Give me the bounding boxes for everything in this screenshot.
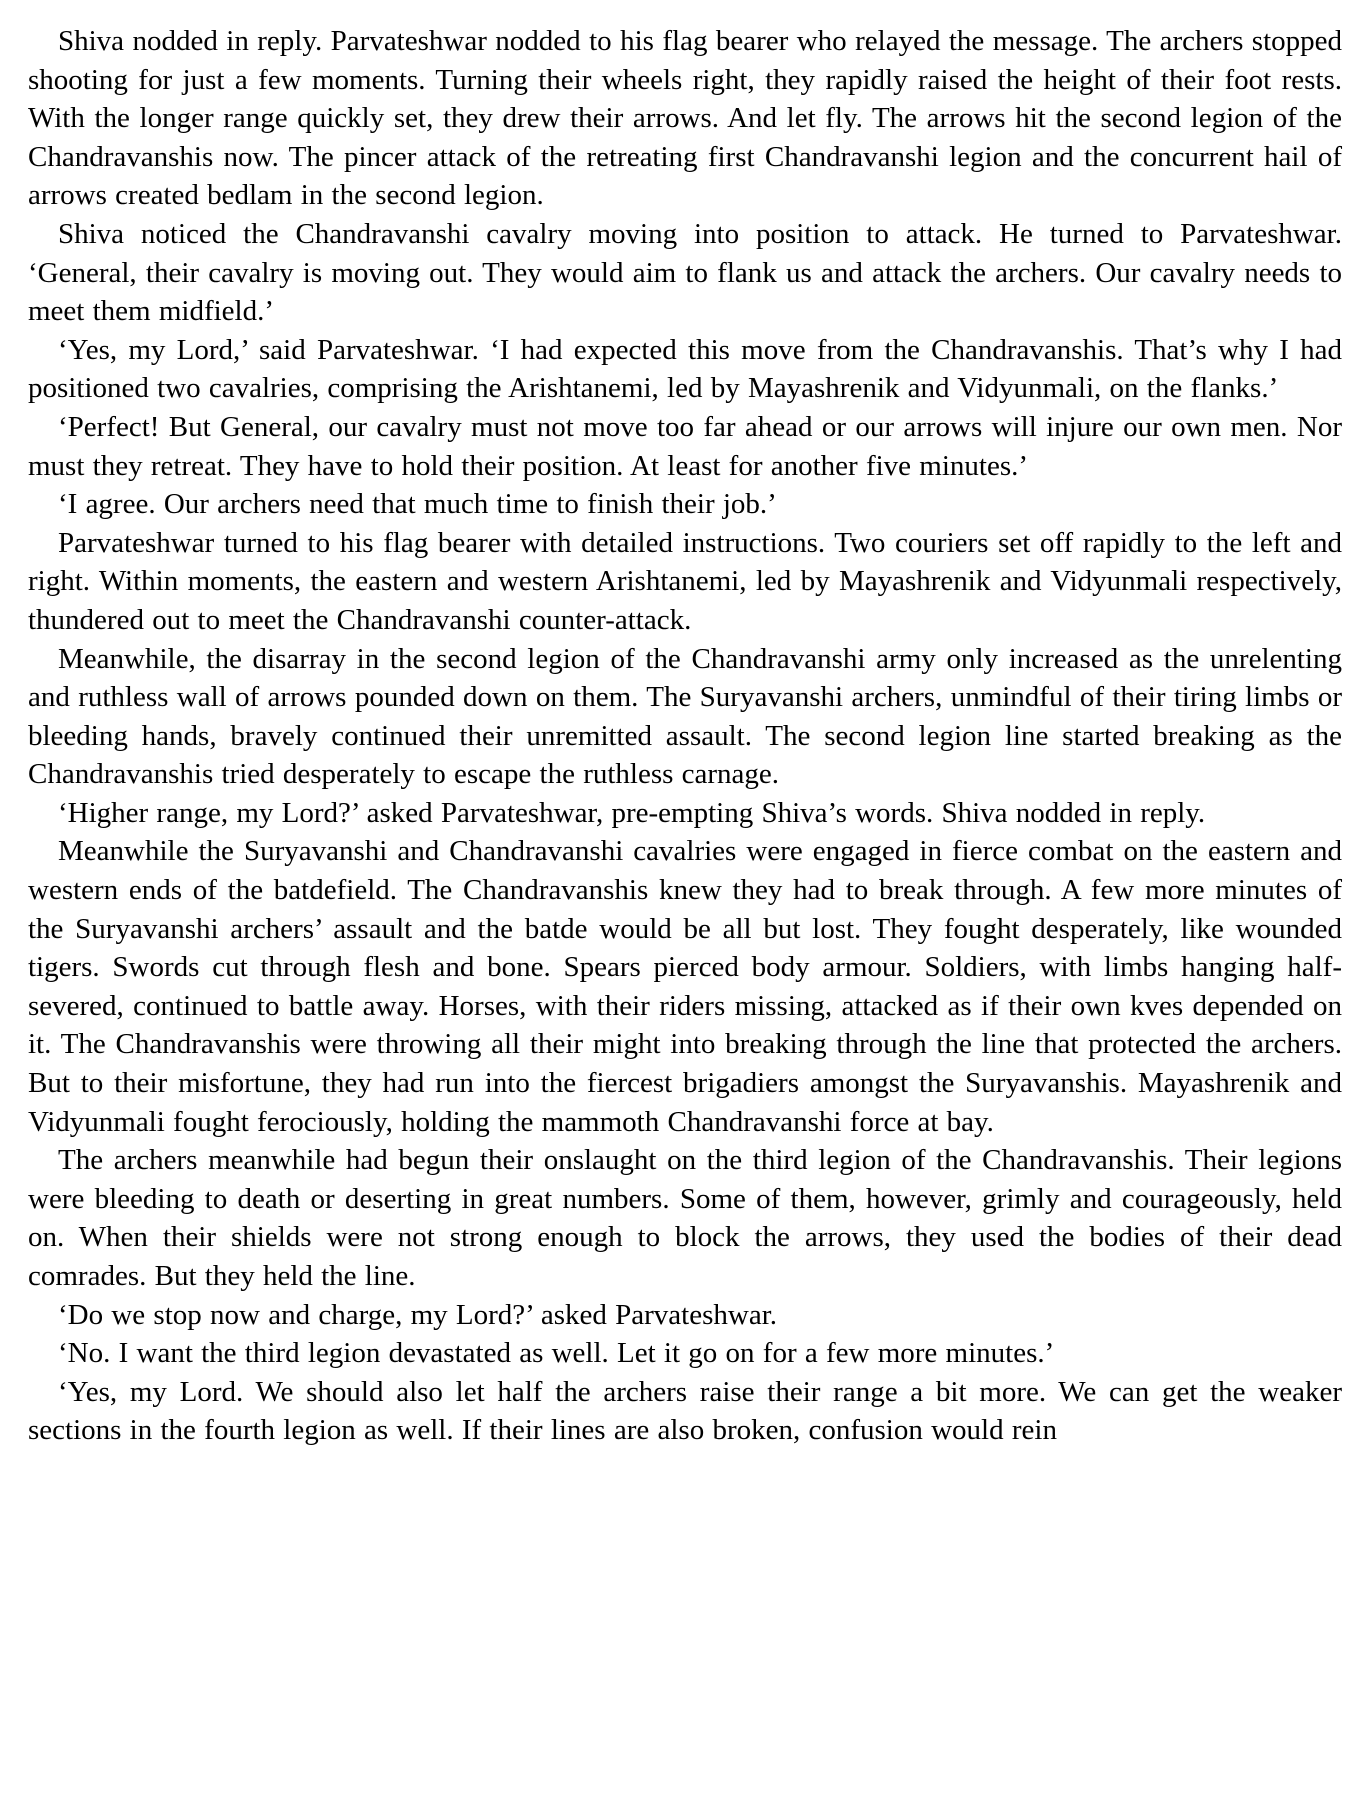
paragraph: Shiva nodded in reply. Parvateshwar nodded to his flag bearer who relayed the message. The archers stopped shooting for just a few moments. Turning their wheels right, they rapidly raised the height of their foot rests. With the longer range quickly set, they drew their arrows. And let fly. The arrows hit the second legion of the Chandravanshis now. The pincer attack of the retreating first Chandravanshi legion and the concurrent hail of arrows created bedlam in the second legion. xyxy=(28,25,1342,212)
paragraph: ‘Perfect! But General, our cavalry must not move too far ahead or our arrows will injure our own men. Nor must they retreat. They have to hold their position. At least for another five minutes.’ xyxy=(28,410,1342,482)
paragraph: ‘Higher range, my Lord?’ asked Parvateshwar, pre-empting Shiva’s words. Shiva nodded in reply. xyxy=(58,796,1206,829)
paragraph: ‘Do we stop now and charge, my Lord?’ asked Parvateshwar. xyxy=(58,1298,778,1331)
paragraph: ‘Yes, my Lord,’ said Parvateshwar. ‘I had expected this move from the Chandravanshis. That’s why I had positioned two cavalries, comprising the Arishtanemi, led by Mayashrenik and Vidyunmali, on the flanks.’ xyxy=(28,333,1342,405)
paragraph: ‘I agree. Our archers need that much time to finish their job.’ xyxy=(58,488,777,521)
paragraph: ‘No. I want the third legion devastated as well. Let it go on for a few more minutes.’ xyxy=(58,1337,1055,1370)
paragraph: Meanwhile, the disarray in the second legion of the Chandravanshi army only increased as the unrelenting and ruthless wall of arrows pounded down on them. The Suryavanshi archers, unmindful of their tiring limbs or bleeding hands, bravely continued their unremitted assault. The second legion line started breaking as the Chandravanshis tried desperately to escape the ruthless carnage. xyxy=(28,642,1342,791)
paragraph: The archers meanwhile had begun their onslaught on the third legion of the Chandravanshis. Their legions were bleeding to death or deserting in great numbers. Some of them, however, grimly and courageously, held on. When their shields were not strong enough to block the arrows, they used the bodies of their dead comrades. But they held the line. xyxy=(28,1144,1342,1292)
paragraph: ‘Yes, my Lord. We should also let half the archers raise their range a bit more. We can get the weaker sections in the fourth legion as well. If their lines are also broken, confusion would rein xyxy=(28,1375,1342,1447)
paragraph: Parvateshwar turned to his flag bearer with detailed instructions. Two couriers set off rapidly to the left and right. Within moments, the eastern and western Arishtanemi, led by Mayashrenik and Vidyunmali respectively, thundered out to meet the Chandravanshi counter-attack. xyxy=(28,526,1342,636)
paragraph: Shiva noticed the Chandravanshi cavalry moving into position to attack. He turned to Parvateshwar. ‘General, their cavalry is moving out. They would aim to flank us and attack the archers. Our cavalry needs to meet them midfield.’ xyxy=(28,217,1342,328)
paragraph: Meanwhile the Suryavanshi and Chandravanshi cavalries were engaged in fierce combat on the eastern and western ends of the batdefield. The Chandravanshis knew they had to break through. A few more minutes of the Suryavanshi archers’ assault and the batde would be all but lost. They fought desperately, like wounded tigers. Swords cut through flesh and bone. Spears pierced body armour. Soldiers, with limbs hanging half-severed, continued to battle away. Horses, with their riders missing, attacked as if their own kves depended on it. The Chandravanshis were throwing all their might into breaking through the line that protected the archers. But to their misfortune, they had run into the fiercest brigadiers amongst the Suryavanshis. Mayashrenik and Vidyunmali fought ferociously, holding the mammoth Chandravanshi force at bay. xyxy=(28,835,1342,1138)
